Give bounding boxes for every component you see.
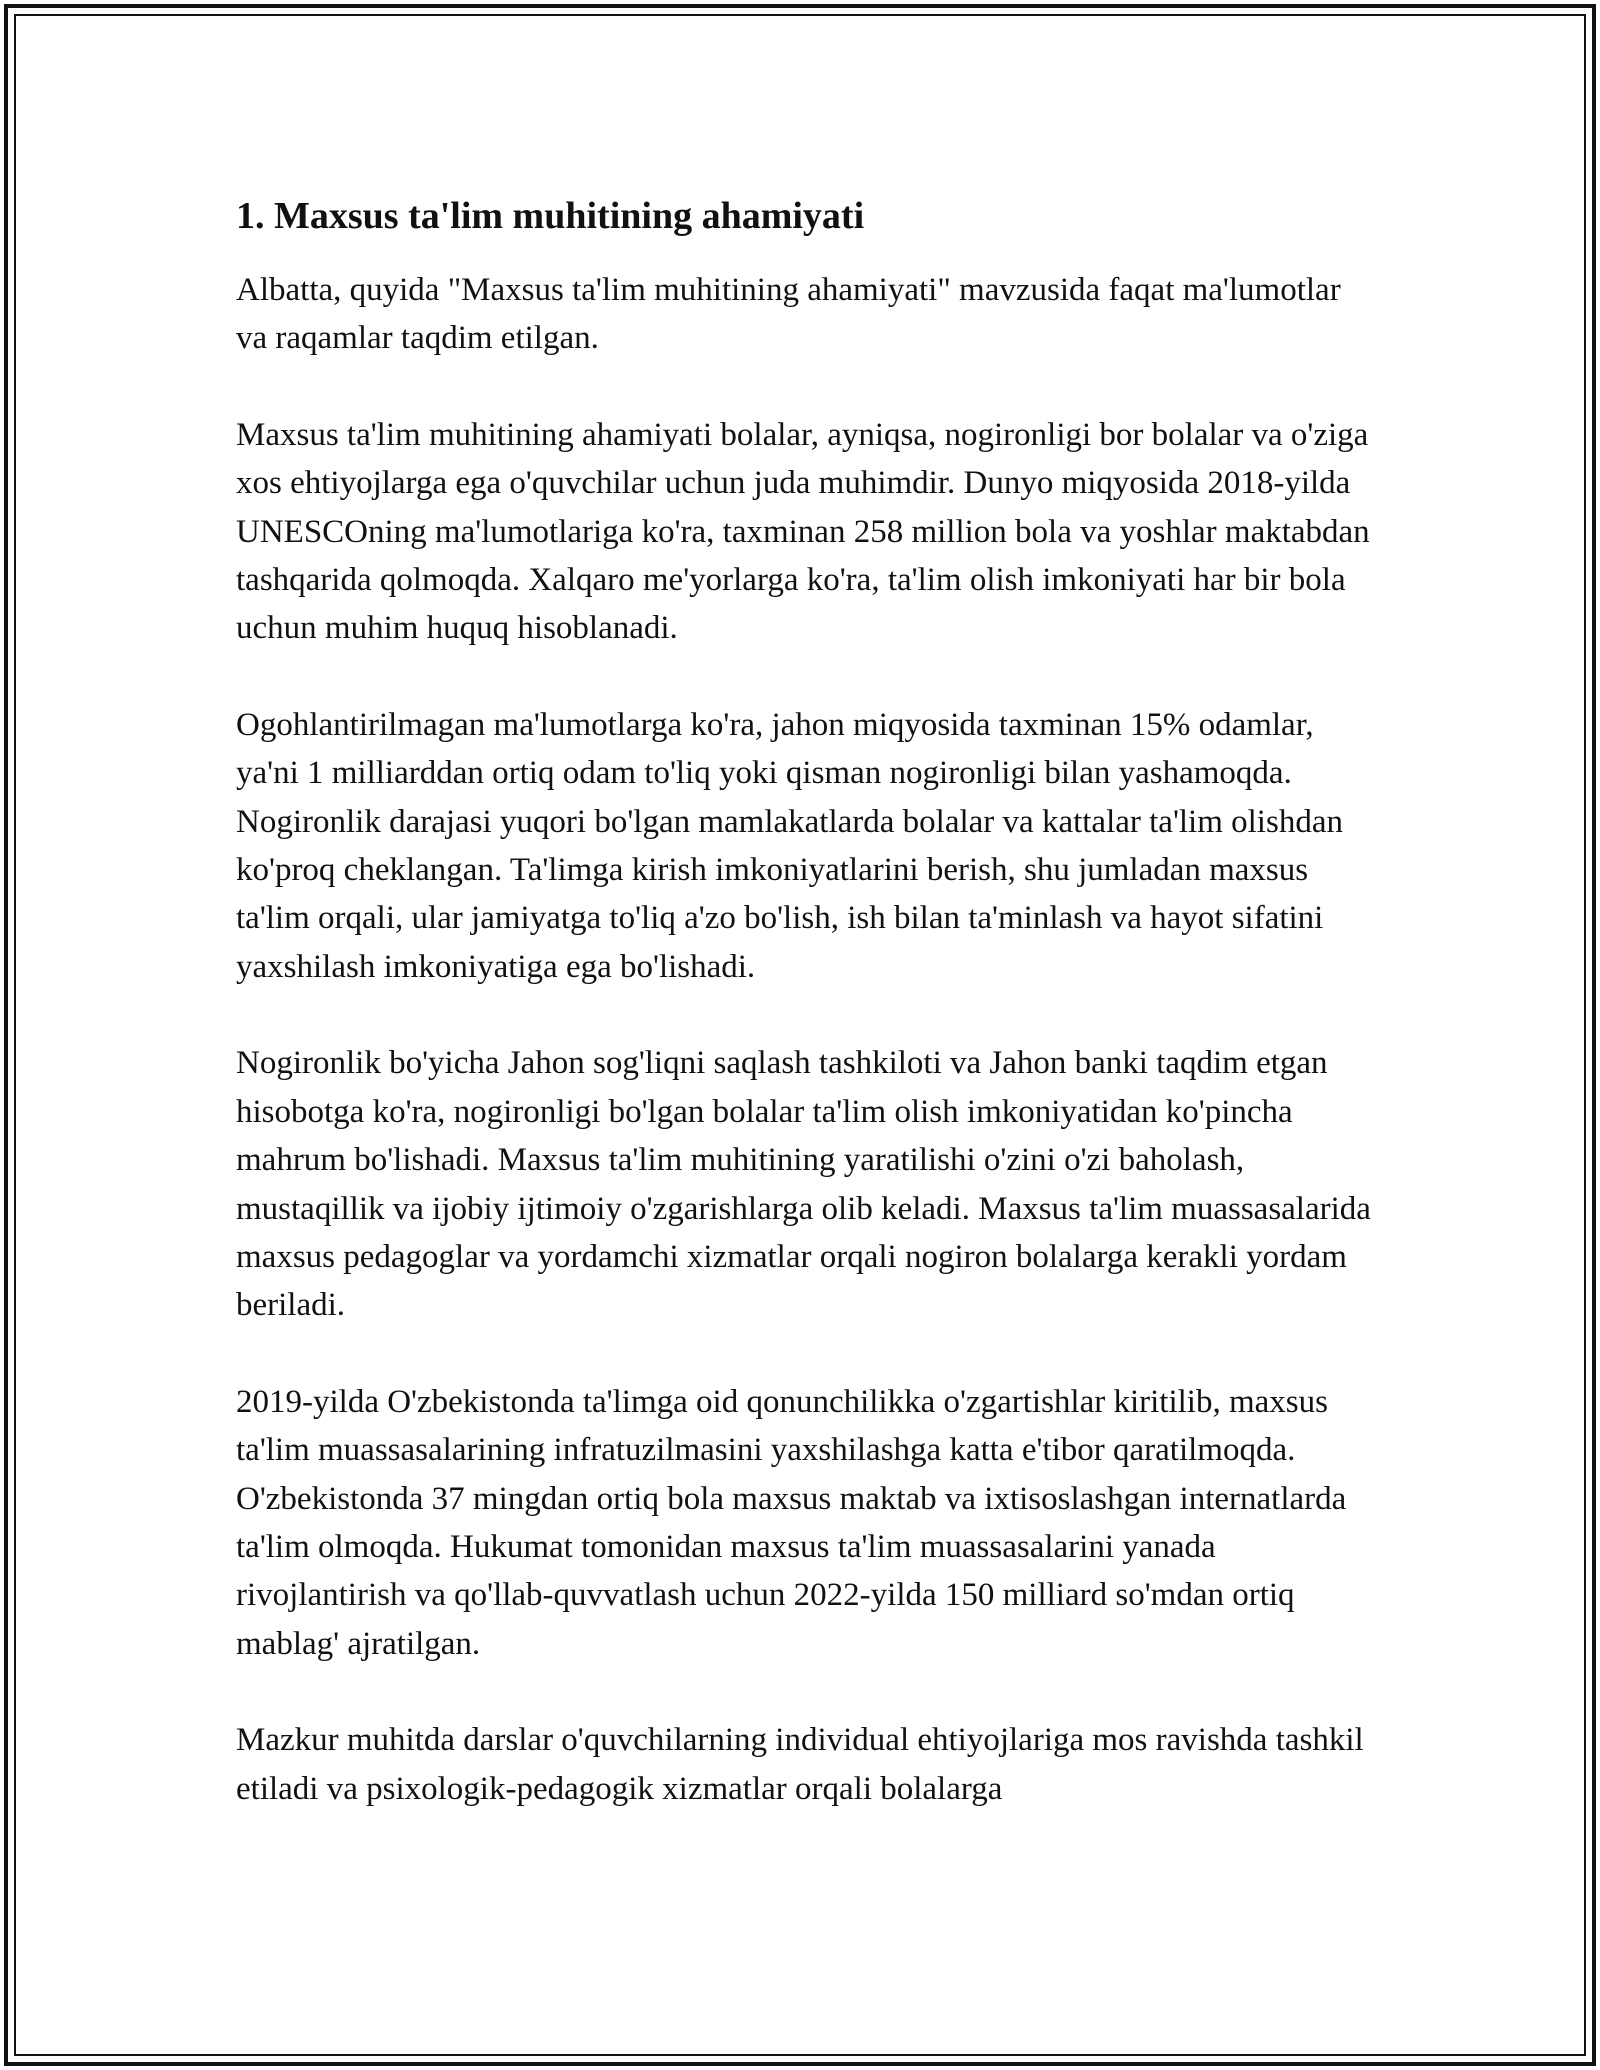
section-heading: 1. Maxsus ta'lim muhitining ahamiyati (236, 195, 865, 237)
paragraph-intro: Albatta, quyida "Maxsus ta'lim muhitining ahamiyati" mavzusida faqat ma'lumotlar va raqamlar taqdim etilgan. (236, 272, 1341, 357)
paragraph-importance: Maxsus ta'lim muhitining ahamiyati bolalar, ayniqsa, nogironligi bor bolalar va o'ziga xos ehtiyojlarga ega o'quvchilar uchun juda muhimdir. Dunyo miqyosida 2018-yilda UNESCOning ma'lumotlariga ko'ra, taxminan 258 million bola va yoshlar maktabdan tashqarida qolmoqda. Xalqaro me'yorlarga ko'ra, ta'lim olish imkoniyati har bir bola uchun muhim huquq hisoblanadi. (236, 416, 1370, 647)
paragraph-environment: Mazkur muhitda darslar o'quvchilarning individual ehtiyojlariga mos ravishda tashkil etiladi va psixologik-pedagogik xizmatlar orqali bolalarga (236, 1722, 1364, 1807)
paragraph-disability-stats: Ogohlantirilmagan ma'lumotlarga ko'ra, jahon miqyosida taxminan 15% odamlar, ya'ni 1 milliarddan ortiq odam to'liq yoki qisman nogironligi bilan yashamoqda. Nogironlik darajasi yuqori bo'lgan mamlakatlarda bolalar va kattalar ta'lim olishdan ko'proq cheklangan. Ta'limga kirish imkoniyatlarini berish, shu jumladan maxsus ta'lim orqali, ular jamiyatga to'liq a'zo bo'lish, ish bilan ta'minlash va hayot sifatini yaxshilash imkoniyatiga ega bo'lishadi. (236, 706, 1343, 985)
paragraph-who-report: Nogironlik bo'yicha Jahon sog'liqni saqlash tashkiloti va Jahon banki taqdim etgan hisobotga ko'ra, nogironligi bo'lgan bolalar ta'lim olish imkoniyatidan ko'pincha mahrum bo'lishadi. Maxsus ta'lim muhitining yaratilishi o'zini o'zi baholash, mustaqillik va ijobiy ijtimoiy o'zgarishlarga olib keladi. Maxsus ta'lim muassasalarida maxsus pedagoglar va yordamchi xizmatlar orqali nogiron bolalarga kerakli yordam beriladi. (236, 1045, 1371, 1324)
paragraph-uzbekistan: 2019-yilda O'zbekistonda ta'limga oid qonunchilikka o'zgartishlar kiritilib, maxsus ta'lim muassasalarining infratuzilmasini yaxshilashga katta e'tibor qaratilmoqda. O'zbekistonda 37 mingdan ortiq bola maxsus maktab va ixtisoslashgan internatlarda ta'lim olmoqda. Hukumat tomonidan maxsus ta'lim muassasalarini yanada rivojlantirish va qo'llab-quvvatlash uchun 2022-yilda 150 milliard so'mdan ortiq mablag' ajratilgan. (236, 1383, 1347, 1662)
document-body (236, 182, 1376, 1861)
